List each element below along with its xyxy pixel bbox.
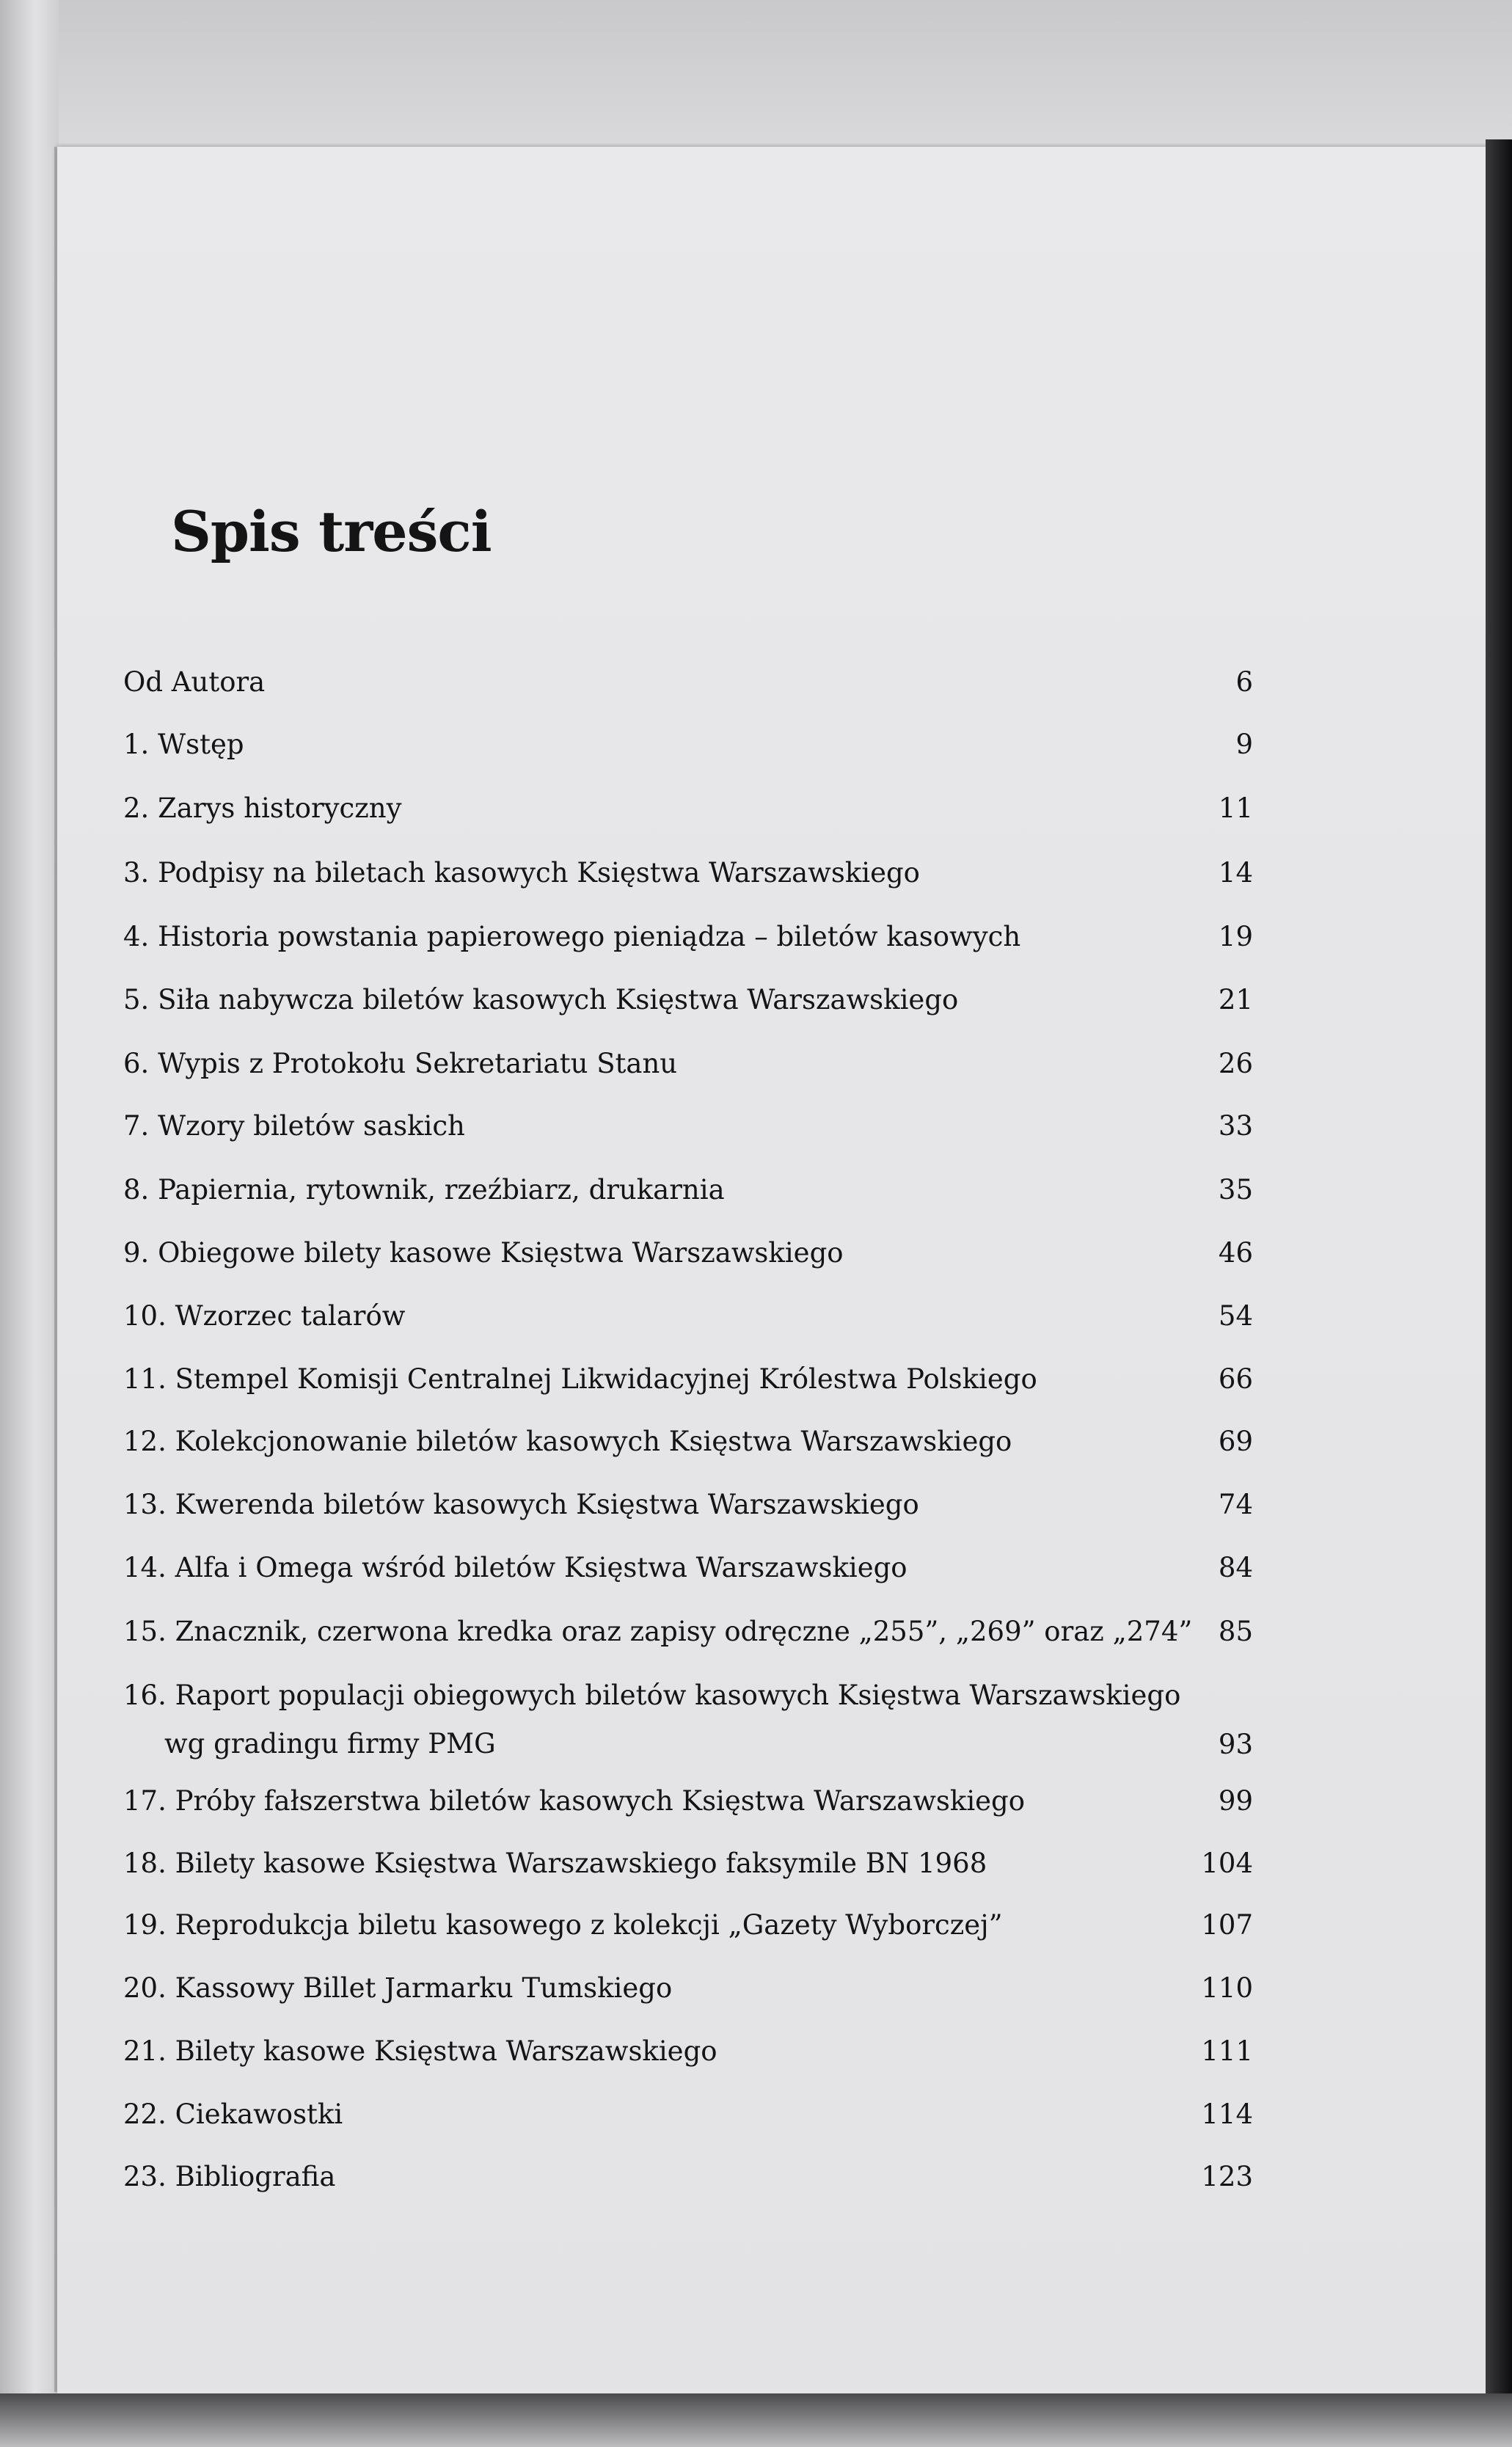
toc-entry-title-line2: wg gradingu firmy PMG <box>164 1728 496 1759</box>
page-title: Spis treści <box>171 499 492 564</box>
toc-entry <box>123 1903 1253 1947</box>
toc-entry <box>123 1357 1253 1401</box>
toc-entry <box>123 1779 1253 1823</box>
toc-entry-title: 3. Podpisy na biletach kasowych Księstwa Warszawskiego <box>123 857 920 889</box>
toc-entry <box>123 1231 1253 1275</box>
toc-entry-title: 5. Siła nabywcza biletów kasowych Księstwa Warszawskiego <box>123 984 959 1015</box>
toc-entry-title: 15. Znacznik, czerwona kredka oraz zapisy odręczne „255”, „269” oraz „274” <box>123 1616 1193 1647</box>
toc-entry <box>123 851 1253 895</box>
toc-entry-page: 104 <box>1201 1848 1253 1879</box>
toc-entry-page: 110 <box>1201 1972 1253 2004</box>
toc-entry-title <box>123 1671 1209 1768</box>
toc-entry-title: 1. Wstęp <box>123 729 244 760</box>
toc-entry-page: 74 <box>1218 1489 1253 1520</box>
toc-entry-page: 19 <box>1218 921 1253 952</box>
toc-entry-title: 9. Obiegowe bilety kasowe Księstwa Warszawskiego <box>123 1237 844 1269</box>
toc-entry <box>123 660 1253 704</box>
toc-entry-title: 13. Kwerenda biletów kasowych Księstwa Warszawskiego <box>123 1489 919 1520</box>
toc-entry-title: 11. Stempel Komisji Centralnej Likwidacyjnej Królestwa Polskiego <box>123 1363 1037 1395</box>
toc-entry-page: 9 <box>1235 729 1253 760</box>
toc-entry-title: 8. Papiernia, rytownik, rzeźbiarz, drukarnia <box>123 1174 725 1206</box>
toc-entry-page: 114 <box>1201 2098 1253 2130</box>
toc-entry <box>123 787 1253 831</box>
toc-entry-page: 84 <box>1218 1552 1253 1583</box>
toc-entry-title: 22. Ciekawostki <box>123 2098 343 2130</box>
toc-entry-title: 20. Kassowy Billet Jarmarku Tumskiego <box>123 1972 673 2004</box>
toc-entry <box>123 1842 1253 1886</box>
toc-entry-title: 23. Bibliografia <box>123 2161 336 2192</box>
toc-entry <box>123 978 1253 1022</box>
toc-entry-page: 123 <box>1201 2161 1253 2192</box>
toc-entry-title: 10. Wzorzec talarów <box>123 1300 406 1332</box>
toc-entry <box>123 1042 1253 1086</box>
toc-entry-title: 12. Kolekcjonowanie biletów kasowych Księstwa Warszawskiego <box>123 1426 1012 1457</box>
toc-entry <box>123 1168 1253 1212</box>
toc-entry-page: 35 <box>1218 1174 1253 1206</box>
toc-entry-page: 69 <box>1218 1426 1253 1457</box>
toc-entry-title: 17. Próby fałszerstwa biletów kasowych Księstwa Warszawskiego <box>123 1785 1026 1817</box>
toc-entry-title: 4. Historia powstania papierowego pieniądza – biletów kasowych <box>123 921 1021 952</box>
toc-entry-title-line1: 16. Raport populacji obiegowych biletów kasowych Księstwa Warszawskiego <box>123 1680 1181 1711</box>
toc-entry-page: 111 <box>1201 2035 1253 2067</box>
toc-entry-page: 26 <box>1218 1048 1253 1079</box>
toc-entry-page: 46 <box>1218 1237 1253 1269</box>
toc-entry <box>123 915 1253 959</box>
toc-entry-title: 18. Bilety kasowe Księstwa Warszawskiego faksymile BN 1968 <box>123 1848 987 1879</box>
toc-entry-title: Od Autora <box>123 666 266 698</box>
toc-entry-page: 93 <box>1218 1729 1253 1760</box>
toc-entry-page: 6 <box>1235 666 1253 698</box>
toc-entry-title: 2. Zarys historyczny <box>123 792 402 824</box>
toc-entry <box>123 1671 1253 1767</box>
toc-entry <box>123 1966 1253 2010</box>
toc-entry-page: 21 <box>1218 984 1253 1015</box>
toc-entry-page: 66 <box>1218 1363 1253 1395</box>
toc-entry <box>123 1546 1253 1590</box>
toc-entry-page: 33 <box>1218 1110 1253 1142</box>
toc-entry-title: 21. Bilety kasowe Księstwa Warszawskiego <box>123 2035 717 2067</box>
toc-entry-page: 85 <box>1218 1616 1253 1647</box>
toc-entry-title: 7. Wzory biletów saskich <box>123 1110 465 1142</box>
toc-entry <box>123 2093 1253 2137</box>
toc-entry <box>123 1610 1253 1654</box>
toc-entry-page: 99 <box>1218 1785 1253 1817</box>
toc-entry <box>123 1420 1253 1464</box>
toc-entry-title: 19. Reprodukcja biletu kasowego z kolekcji „Gazety Wyborczej” <box>123 1909 1003 1941</box>
toc-entry-page: 11 <box>1218 792 1253 824</box>
toc-entry <box>123 1483 1253 1527</box>
toc-entry <box>123 723 1253 767</box>
toc-entry <box>123 2030 1253 2074</box>
toc-entry <box>123 1294 1253 1338</box>
toc-entry <box>123 1104 1253 1148</box>
toc-entry-title: 14. Alfa i Omega wśród biletów Księstwa Warszawskiego <box>123 1552 907 1583</box>
toc-entry <box>123 2155 1253 2199</box>
toc-entry-title: 6. Wypis z Protokołu Sekretariatu Stanu <box>123 1048 678 1079</box>
toc-entry-page: 14 <box>1218 857 1253 889</box>
toc-entry-page: 54 <box>1218 1300 1253 1332</box>
toc-entry-page: 107 <box>1201 1909 1253 1941</box>
